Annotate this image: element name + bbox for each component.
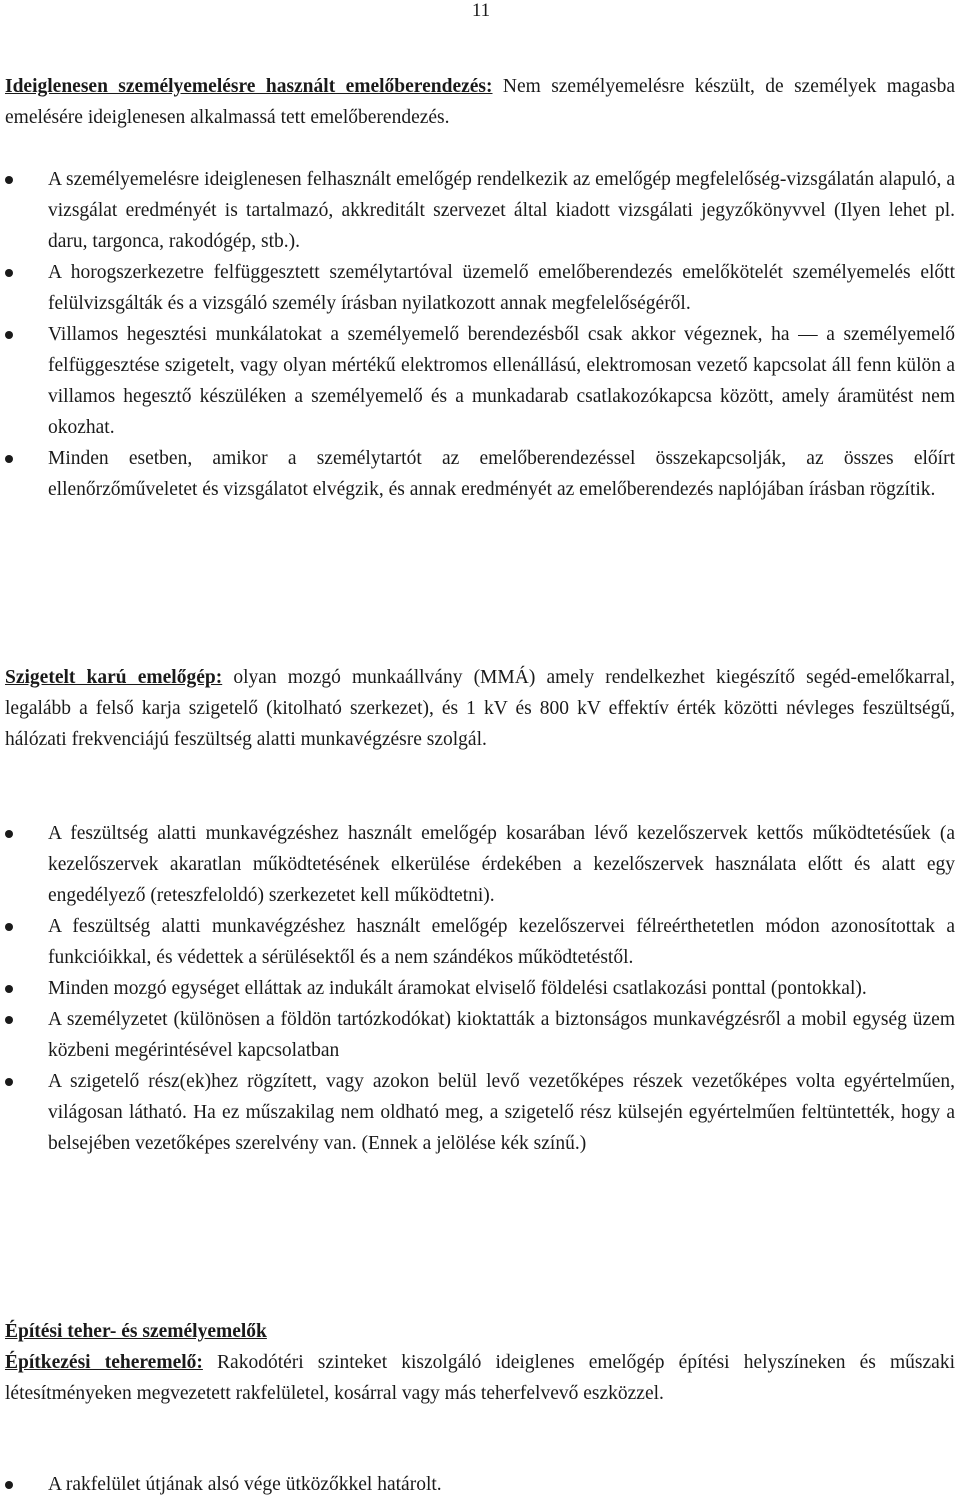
list-item-text: A szigetelő rész(ek)hez rögzített, vagy azokon belül levő vezetőképes részek vezetőképes volta egyértelműen, világosan látható. Ha ez műszakilag nem oldható meg, a szigetelő rész külsején egyértelműen feltüntették, hogy a belsejében vezetőképes szerelvény van. (Ennek a jelölése kék színű.) [48, 1071, 955, 1154]
definition-term: Ideiglenesen személyemelésre használt emelőberendezés: [5, 76, 493, 97]
list-item [5, 257, 955, 319]
bullet-list [5, 1469, 955, 1500]
definition-paragraph [5, 1347, 955, 1409]
bullet-icon [5, 1016, 13, 1024]
definition-term: Szigetelt karú emelőgép: [5, 667, 223, 688]
list-item [5, 973, 955, 1004]
section-construction-lifts [5, 1316, 955, 1409]
bullet-icon [5, 1481, 13, 1489]
bullet-icon [5, 331, 13, 339]
bullet-list [5, 818, 955, 1159]
list-item [5, 1469, 955, 1500]
section-insulated-lift-list [5, 818, 955, 1159]
list-item [5, 911, 955, 973]
list-item [5, 1004, 955, 1066]
bullet-icon [5, 830, 13, 838]
list-item [5, 164, 955, 257]
bullet-icon [5, 176, 13, 184]
list-item-text: Minden mozgó egységet elláttak az indukált áramokat elviselő földelési csatlakozási ponttal (pontokkal). [48, 978, 867, 999]
definition-paragraph [5, 662, 955, 755]
list-item-text: A rakfelület útjának alsó vége ütközőkkel határolt. [48, 1474, 442, 1495]
list-item-text: A feszültség alatti munkavégzéshez használt emelőgép kezelőszervei félreérthetetlen módon azonosítottak a funkcióikkal, és védettek a sérülésektől és a nem szándékos működtetéstől. [48, 916, 955, 968]
page-number: 11 [471, 0, 491, 21]
bullet-icon [5, 923, 13, 931]
list-item-text: A horogszerkezetre felfüggesztett személytartóval üzemelő emelőberendezés emelőkötelét személyemelés előtt felülvizsgálták és a vizsgáló személy írásban nyilatkozott annak megfelelőségéről. [48, 262, 955, 314]
section-construction-lifts-list [5, 1469, 955, 1500]
list-item [5, 818, 955, 911]
bullet-icon [5, 269, 13, 277]
section-heading: Építési teher- és személyemelők [5, 1321, 267, 1342]
list-item [5, 1066, 955, 1159]
list-item [5, 443, 955, 505]
list-item-text: A személyemelésre ideiglenesen felhasznált emelőgép rendelkezik az emelőgép megfelelőség-vizsgálatán alapuló, a vizsgálat eredményét is tartalmazó, akkreditált szervezet által kiadott vizsgálati jegyzőkönyvvel (Ilyen lehet pl. daru, targonca, rakodógép, stb.). [48, 169, 955, 252]
definition-text: Rakodótéri szinteket kiszolgáló ideiglenes emelőgép építési helyszíneken és műszaki létesítményeken megvezetett rakfelületel, kosárral vagy más teherfelvevő eszközzel. [5, 1352, 955, 1404]
list-item [5, 319, 955, 443]
list-item-text: A feszültség alatti munkavégzéshez használt emelőgép kosarában lévő kezelőszervek kettős működtetésűek (a kezelőszervek akaratlan működtetésének elkerülése érdekében a kezelőszervek használata előtt és alatt egy engedélyező (reteszfeloldó) szerkezetet kell működtetni). [48, 823, 955, 906]
section-temporary-lifting [5, 71, 955, 133]
section-temporary-lifting-list [5, 164, 955, 505]
bullet-icon [5, 455, 13, 463]
list-item-text: A személyzetet (különösen a földön tartózkodókat) kioktatták a biztonságos munkavégzésről a mobil egység üzem közbeni megérintésével kapcsolatban [48, 1009, 955, 1061]
definition-term: Építkezési teheremelő: [5, 1352, 203, 1373]
definition-text: olyan mozgó munkaállvány (MMÁ) amely rendelkezhet kiegészítő segéd-emelőkarral, legalább a felső karja szigetelő (kitolható szerkezet), és 1 kV és 800 kV effektív érték közötti névleges feszültségű, hálózati frekvenciájú feszültség alatti munkavégzésre szolgál. [5, 667, 955, 750]
list-item-text: Villamos hegesztési munkálatokat a személyemelő berendezésből csak akkor végeznek, ha — a személyemelő felfüggesztése szigetelt, vagy olyan mértékű elektromos ellenállású, elektromosan vezető kapcsolat áll fenn külön a villamos hegesztő készüléken a személyemelő és a munkadarab csatlakozókapcsa között, amely áramütést nem okozhat. [48, 324, 955, 438]
list-item-text: Minden esetben, amikor a személytartót az emelőberendezéssel összekapcsolják, az összes előírt ellenőrzőműveletet és vizsgálatot elvégzik, és annak eredményét az emelőberendezés naplójában írásban rögzítik. [48, 448, 955, 500]
bullet-icon [5, 985, 13, 993]
bullet-list [5, 164, 955, 505]
bullet-icon [5, 1078, 13, 1086]
section-insulated-lift [5, 662, 955, 755]
definition-text: Nem személyemelésre készült, de személyek magasba emelésére ideiglenesen alkalmassá tett emelőberendezés. [5, 76, 955, 128]
definition-paragraph [5, 71, 955, 133]
